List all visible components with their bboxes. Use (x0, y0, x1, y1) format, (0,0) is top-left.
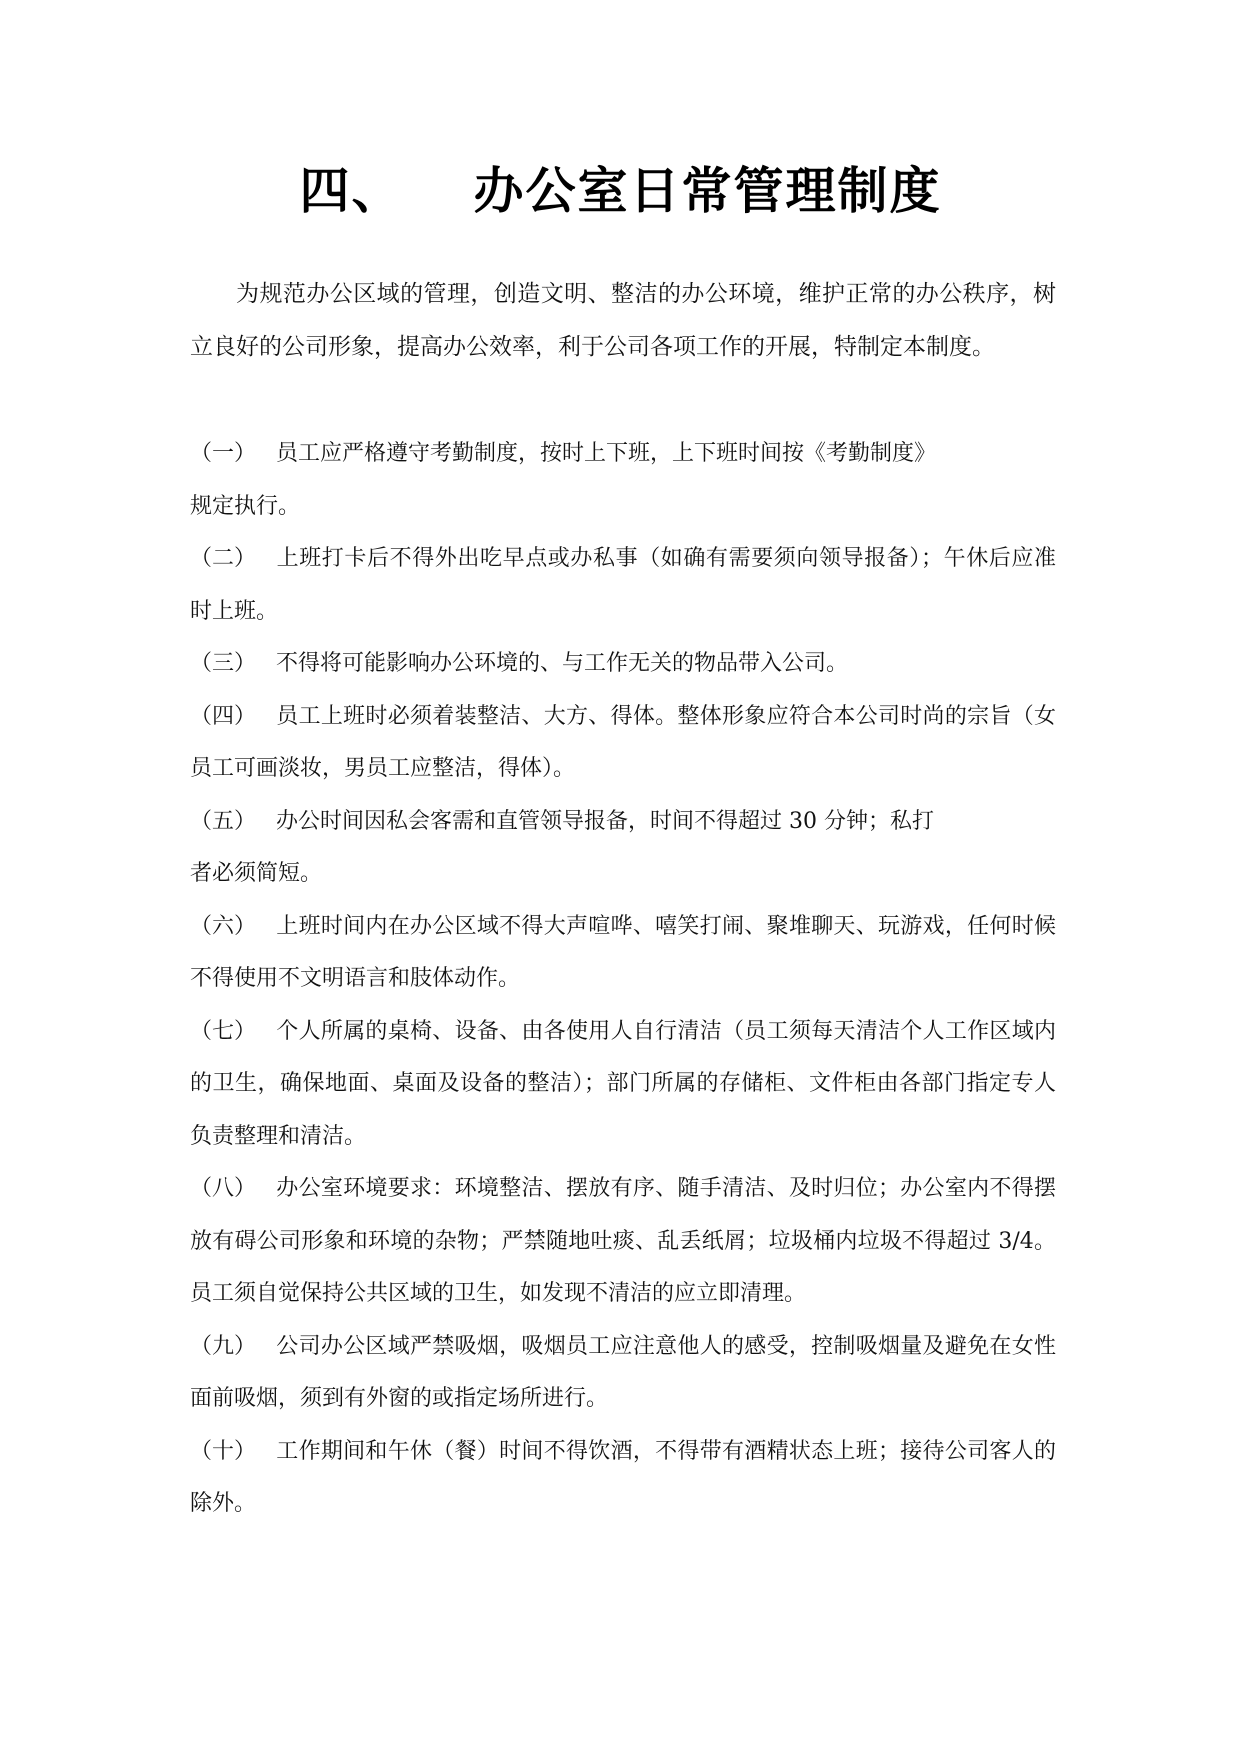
rule-marker: （五） (190, 808, 257, 834)
rule-text: 个人所属的桌椅、设备、由各使用人自行清洁（员工须每天清洁个人工作区域内的卫生，确保地面、桌面及设备的整洁）；部门所属的存储柜、文件柜由各部门指定专人负责整理和清洁。 (190, 1018, 1056, 1149)
rule-text: 上班打卡后不得外出吃早点或办私事（如确有需要须向领导报备）；午休后应准时上班。 (190, 546, 1056, 624)
rule-marker: （三） (190, 651, 257, 676)
rule-text: 工作期间和午休（餐）时间不得饮酒，不得带有酒精状态上班；接待公司客人的除外。 (190, 1438, 1056, 1516)
rule-marker: （九） (190, 1333, 257, 1359)
rule-text: 上班时间内在办公区域不得大声喧哗、嘻笑打闹、聚堆聊天、玩游戏，任何时候不得使用不文明语言和肢体动作。 (190, 913, 1056, 991)
rule-item-6 (190, 901, 1056, 1006)
rule-marker: （七） (190, 1018, 257, 1044)
rule-marker: （四） (190, 703, 257, 729)
rule-item-8 (190, 1163, 1056, 1321)
rule-text: 员工应严格遵守考勤制度，按时上下班，上下班时间按《考勤制度》 (276, 441, 937, 466)
section-number: 四、 (299, 162, 404, 220)
rule-marker: （十） (190, 1438, 257, 1464)
rule-text-continued: 规定执行。 (190, 493, 301, 519)
rule-item-1 (190, 428, 1056, 533)
rule-marker: （六） (190, 913, 257, 939)
rule-marker: （八） (190, 1176, 257, 1201)
rule-text: 员工上班时必须着装整洁、大方、得体。整体形象应符合本公司时尚的宗旨（女员工可画淡妆，男员工应整洁，得体）。 (190, 703, 1056, 781)
rule-item-3 (190, 638, 1056, 691)
document-title (0, 156, 1241, 226)
rule-item-10 (190, 1426, 1056, 1531)
rule-marker: （一） (190, 441, 257, 466)
rule-item-4 (190, 691, 1056, 796)
rule-text: 办公室环境要求：环境整洁、摆放有序、随手清洁、及时归位；办公室内不得摆放有碍公司形象和环境的杂物；严禁随地吐痰、乱丢纸屑；垃圾桶内垃圾不得超过 3/4。员工须自觉保持公共区域的卫生，如发现不清洁的应立即清理。 (190, 1176, 1056, 1306)
intro-paragraph: 为规范办公区域的管理，创造文明、整洁的办公环境，维护正常的办公秩序，树立良好的公司形象，提高办公效率，利于公司各项工作的开展，特制定本制度。 (190, 281, 1056, 360)
rule-item-2 (190, 533, 1056, 638)
rule-marker: （二） (190, 546, 257, 571)
rule-item-9 (190, 1321, 1056, 1426)
rule-item-7 (190, 1006, 1056, 1164)
rule-text-continued: 者必须简短。 (190, 861, 323, 886)
title-text: 办公室日常管理制度 (473, 162, 942, 220)
rule-item-5 (190, 796, 1056, 901)
rule-text: 办公时间因私会客需和直管领导报备，时间不得超过 30 分钟；私打 (276, 808, 934, 834)
rule-text: 公司办公区域严禁吸烟，吸烟员工应注意他人的感受，控制吸烟量及避免在女性面前吸烟，须到有外窗的或指定场所进行。 (190, 1333, 1056, 1411)
rule-text: 不得将可能影响办公环境的、与工作无关的物品带入公司。 (276, 651, 849, 676)
rules-list (190, 428, 1056, 1531)
